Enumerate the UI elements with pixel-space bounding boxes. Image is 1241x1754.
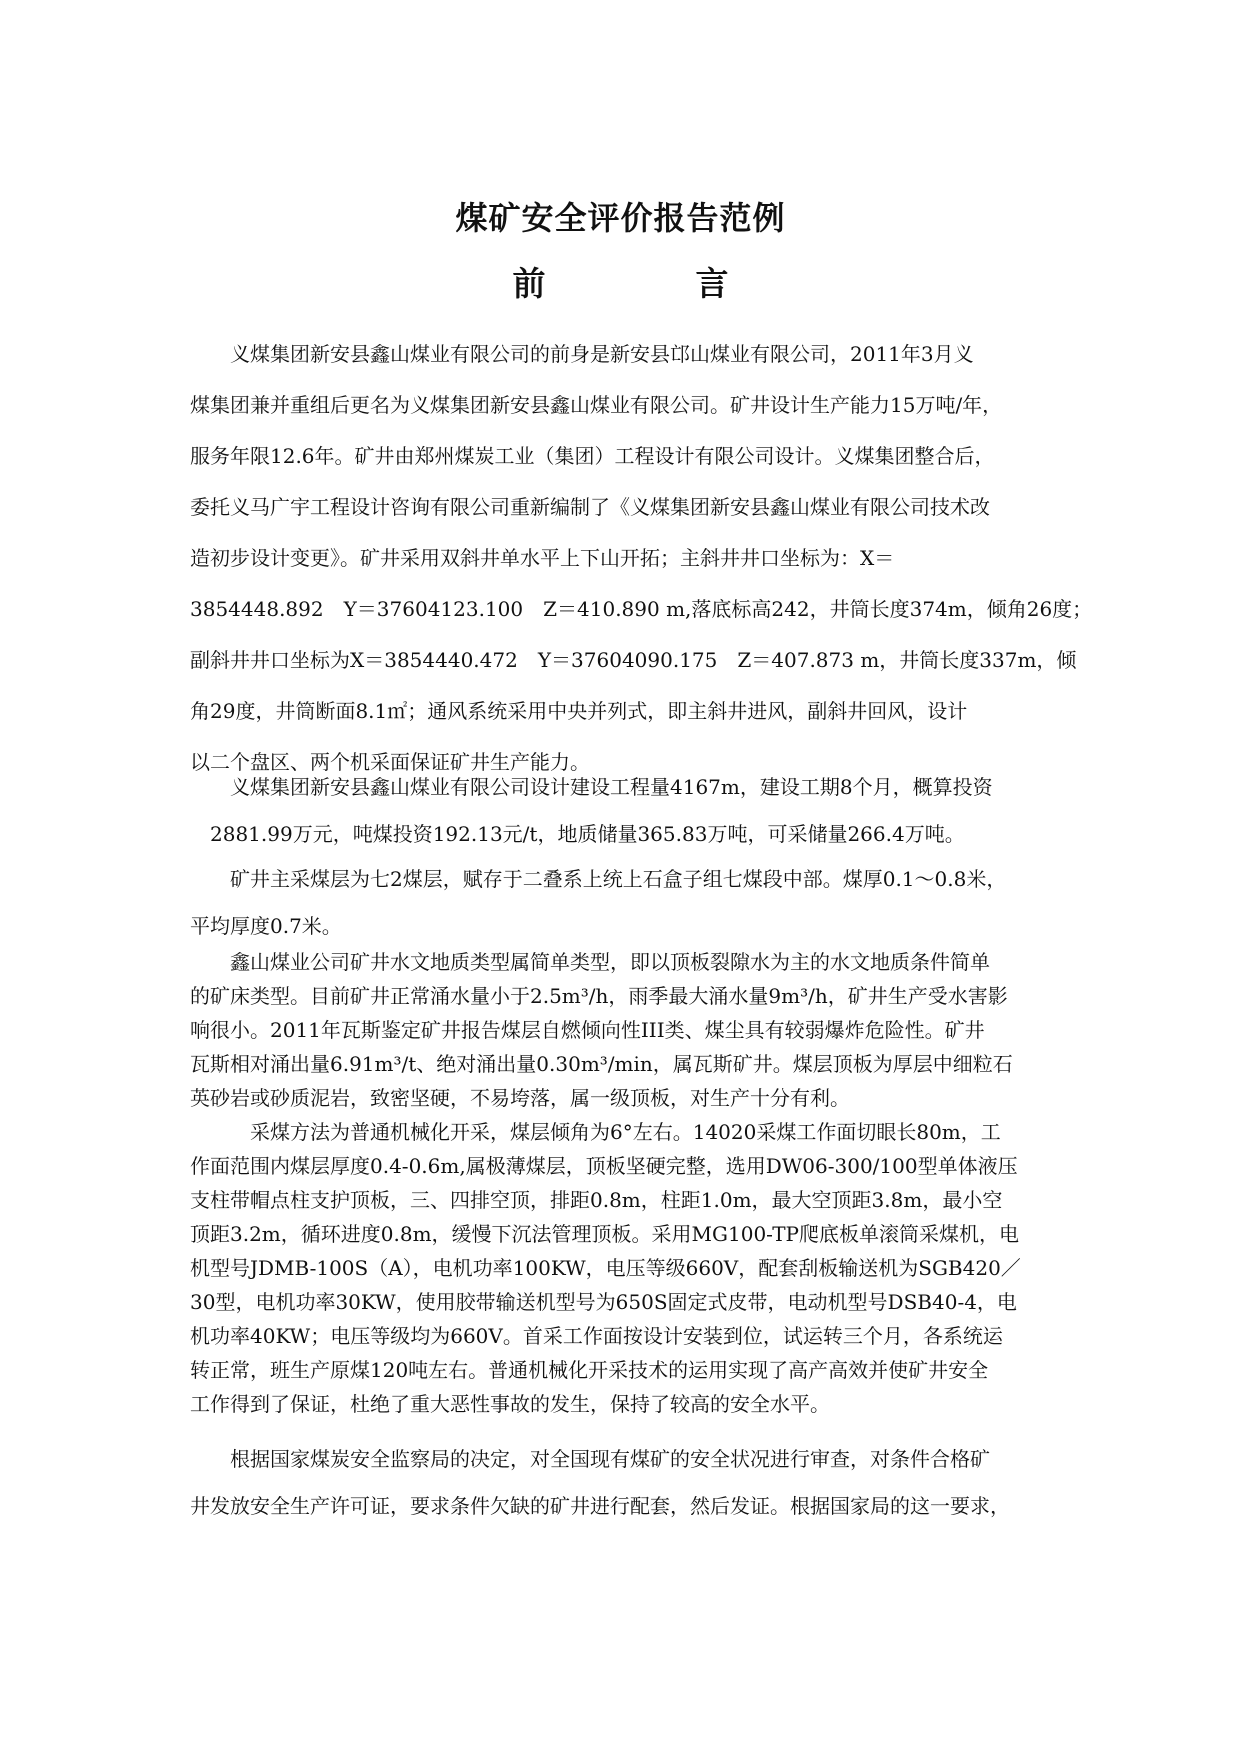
text-line: 工作得到了保证，杜绝了重大恶性事故的发生，保持了较高的安全水平。 — [190, 1392, 830, 1416]
section-heading-char-2: 言 — [695, 264, 729, 303]
paragraph-national-review — [190, 1436, 1070, 1530]
text-line: 转正常，班生产原煤120吨左右。普通机械化开采技术的运用实现了高产高效并使矿井安全 — [190, 1358, 989, 1382]
text-line: 副斜井井口坐标为X＝3854440.472 Y＝37604090.175 Z＝407.873 m，井筒长度337m，倾 — [190, 648, 1077, 672]
text-line: 义煤集团新安县鑫山煤业有限公司设计建设工程量4167m，建设工期8个月，概算投资 — [190, 775, 993, 799]
text-line: 平均厚度0.7米。 — [190, 914, 342, 938]
document-title: 煤矿安全评价报告范例 — [455, 199, 786, 237]
text-line: 瓦斯相对涌出量6.91m³/t、绝对涌出量0.30m³/min，属瓦斯矿井。煤层顶板为厚层中细粒石 — [190, 1052, 1013, 1076]
text-line: 鑫山煤业公司矿井水文地质类型属简单类型，即以顶板裂隙水为主的水文地质条件简单 — [190, 950, 990, 974]
text-line: 机型号JDMB-100S（A），电机功率100KW，电压等级660V，配套刮板输送机为SGB420／ — [190, 1256, 1021, 1280]
text-line: 服务年限12.6年。矿井由郑州煤炭工业（集团）工程设计有限公司设计。义煤集团整合后， — [190, 444, 995, 468]
section-heading — [0, 258, 1241, 305]
section-heading-char-1: 前 — [512, 264, 546, 303]
text-line: 以二个盘区、两个机采面保证矿井生产能力。 — [190, 750, 590, 774]
paragraph-investment — [190, 764, 1070, 858]
text-line: 井发放安全生产许可证，要求条件欠缺的矿井进行配套，然后发证。根据国家局的这一要求， — [190, 1494, 1010, 1518]
text-line: 30型，电机功率30KW，使用胶带输送机型号为650S固定式皮带，电动机型号DSB40-4，电 — [190, 1290, 1017, 1314]
paragraph-hydrogeology-mining — [190, 945, 1070, 1421]
text-line: 煤集团兼并重组后更名为义煤集团新安县鑫山煤业有限公司。矿井设计生产能力15万吨/年， — [190, 393, 1003, 417]
text-line: 英砂岩或砂质泥岩，致密坚硬，不易垮落，属一级顶板，对生产十分有利。 — [190, 1086, 850, 1110]
text-line: 的矿床类型。目前矿井正常涌水量小于2.5m³/h，雨季最大涌水量9m³/h，矿井生产受水害影 — [190, 984, 1008, 1008]
text-line: 响很小。2011年瓦斯鉴定矿井报告煤层自燃倾向性III类、煤尘具有较弱爆炸危险性。矿井 — [190, 1018, 985, 1042]
text-line: 支柱带帽点柱支护顶板，三、四排空顶，排距0.8m，柱距1.0m，最大空顶距3.8m，最小空 — [190, 1188, 1003, 1212]
text-line: 机功率40KW；电压等级均为660V。首采工作面按设计安装到位，试运转三个月，各系统运 — [190, 1324, 1003, 1348]
text-line: 造初步设计变更》。矿井采用双斜井单水平上下山开拓；主斜井井口坐标为：X＝ — [190, 546, 895, 570]
text-line: 作面范围内煤层厚度0.4-0.6m,属极薄煤层，顶板坚硬完整，选用DW06-300/100型单体液压 — [190, 1154, 1018, 1178]
text-line: 委托义马广宇工程设计咨询有限公司重新编制了《义煤集团新安县鑫山煤业有限公司技术改 — [190, 495, 990, 519]
paragraph-coal-seam — [190, 856, 1070, 950]
text-line: 义煤集团新安县鑫山煤业有限公司的前身是新安县邙山煤业有限公司，2011年3月义 — [190, 342, 974, 366]
text-line: 角29度，井筒断面8.1㎡；通风系统采用中央并列式，即主斜井进风，副斜井回风，设计 — [190, 699, 968, 723]
paragraph-company-history — [190, 329, 1093, 788]
text-line: 根据国家煤炭安全监察局的决定，对全国现有煤矿的安全状况进行审查，对条件合格矿 — [190, 1447, 990, 1471]
text-line: 采煤方法为普通机械化开采，煤层倾角为6°左右。14020采煤工作面切眼长80m，工 — [190, 1120, 1001, 1144]
text-line: 3854448.892 Y＝37604123.100 Z＝410.890 m,落底标高242，井筒长度374m，倾角26度； — [190, 597, 1093, 621]
text-line: 2881.99万元，吨煤投资192.13元/t，地质储量365.83万吨，可采储量266.4万吨。 — [190, 822, 965, 846]
text-line: 顶距3.2m，循环进度0.8m，缓慢下沉法管理顶板。采用MG100-TP爬底板单滚筒采煤机，电 — [190, 1222, 1020, 1246]
text-line: 矿井主采煤层为七2煤层，赋存于二叠系上统上石盒子组七煤段中部。煤厚0.1～0.8米， — [190, 867, 1007, 891]
